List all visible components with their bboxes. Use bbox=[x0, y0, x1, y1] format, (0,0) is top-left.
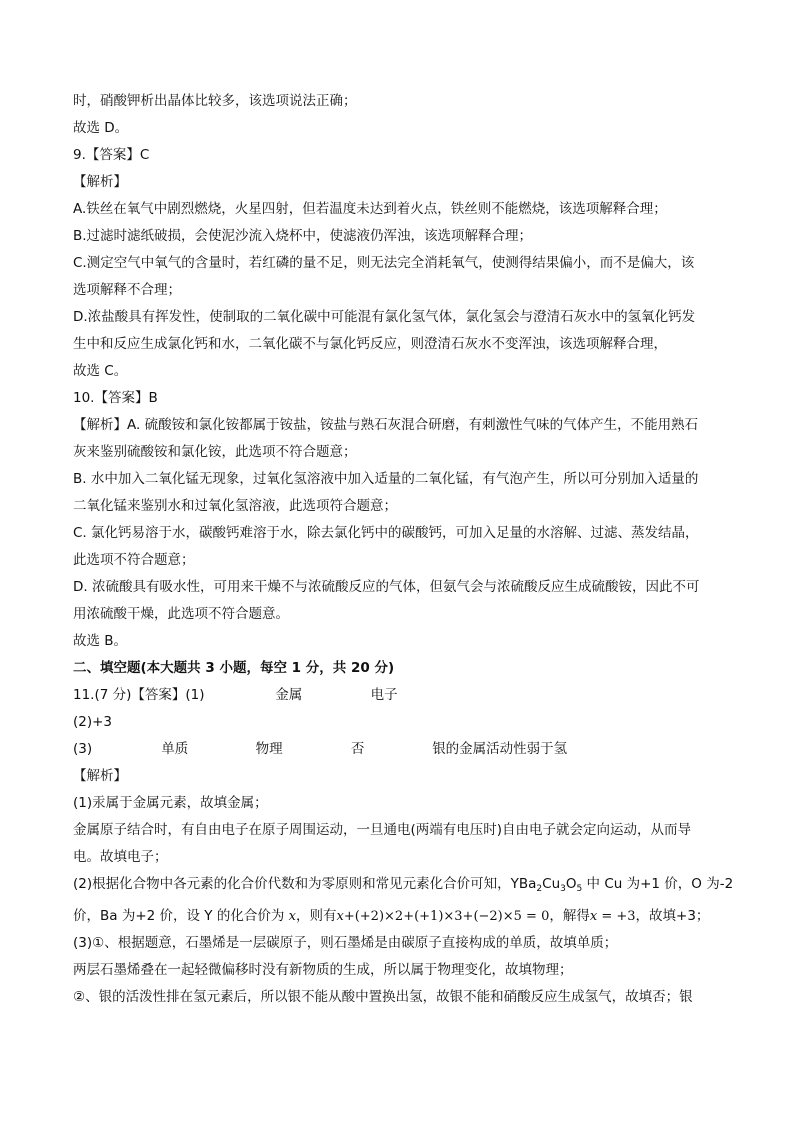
answer-blank: 电子 bbox=[370, 687, 398, 703]
text-segment: Cu bbox=[542, 876, 561, 892]
answer-blank: 单质 bbox=[161, 741, 189, 757]
text-line: (1)汞属于金属元素，故填金属； bbox=[73, 795, 268, 811]
text-line-with-formula bbox=[73, 903, 723, 930]
math-variable: x bbox=[288, 909, 296, 924]
analysis-label: 【解析】 bbox=[73, 174, 127, 190]
equation-solution bbox=[590, 909, 636, 924]
text-line: 两层石墨烯叠在一起轻微偏移时没有新物质的生成，所以属于物理变化，故填物理； bbox=[73, 962, 573, 978]
text-segment: O bbox=[565, 876, 577, 892]
text-line: 故选 D。 bbox=[73, 120, 129, 136]
text-line: 故选 B。 bbox=[73, 633, 128, 649]
subscript: 3 bbox=[560, 884, 566, 894]
text-segment: 价，Ba 为+2 价，设 Y 的化合价为 bbox=[73, 908, 289, 924]
equation-rest: = +3 bbox=[597, 909, 636, 924]
subscript: 2 bbox=[536, 884, 543, 894]
text-line: D. 浓硫酸具有吸水性，可用来干燥不与浓硫酸反应的气体，但氨气会与浓硫酸反应生成硫酸铵，因此不可 bbox=[73, 579, 700, 595]
text-line: 生中和反应生成氯化钙和水，二氧化碳不与氯化钙反应，则澄清石灰水不变浑浊，该选项解释合理， bbox=[73, 336, 667, 352]
text-line: 选项解释不合理； bbox=[73, 282, 181, 298]
document-page bbox=[73, 88, 734, 1011]
question-11-head: 11.(7 分)【答案】(1) bbox=[73, 687, 205, 703]
text-segment: ，解得 bbox=[549, 908, 590, 924]
subscript: 5 bbox=[576, 884, 583, 894]
math-variable: x bbox=[336, 909, 344, 924]
text-line: B.过滤时滤纸破损，会使泥沙流入烧杯中，使滤液仍浑浊，该选项解释合理； bbox=[73, 228, 533, 244]
math-variable: x bbox=[589, 909, 598, 924]
answer-blank: 银的金属活动性弱于氢 bbox=[432, 741, 568, 757]
part-label: (3) bbox=[73, 741, 93, 757]
text-line: 此选项不符合题意； bbox=[73, 552, 195, 568]
answer-blank: 金属 bbox=[275, 687, 303, 703]
section-title: 二、填空题(本大题共 3 小题，每空 1 分，共 20 分) bbox=[73, 660, 395, 676]
text-line: ②、银的活泼性排在氢元素后，所以银不能从酸中置换出氢，故银不能和硝酸反应生成氢气，故填否；银 bbox=[73, 989, 693, 1005]
text-line: D.浓盐酸具有挥发性，使制取的二氧化碳中可能混有氯化氢气体，氯化氢会与澄清石灰水中的氢氧化钙发 bbox=[73, 309, 696, 325]
equation-rest: +(+2)×2+(+1)×3+(−2)×5 = 0 bbox=[343, 909, 550, 924]
analysis-label: 【解析】 bbox=[73, 768, 127, 784]
text-line: 故选 C。 bbox=[73, 363, 128, 379]
answer-blank: 否 bbox=[350, 741, 365, 757]
text-line: 电。故填电子； bbox=[73, 849, 168, 865]
text-line: 二氧化锰来鉴别水和过氧化氢溶液，此选项符合题意； bbox=[73, 498, 397, 514]
text-line: 【解析】A. 硫酸铵和氯化铵都属于铵盐，铵盐与熟石灰混合研磨，有刺激性气味的气体产生，不能用熟石 bbox=[73, 417, 699, 433]
text-segment: (2)根据化合物中各元素的化合价代数和为零原则和常见元素化合价可知，YBa bbox=[73, 876, 537, 892]
text-line: (3)①、根据题意，石墨烯是一层碳原子，则石墨烯是由碳原子直接构成的单质，故填单质； bbox=[73, 935, 618, 951]
text-line: B. 水中加入二氧化锰无现象，过氧化氢溶液中加入适量的二氧化锰，有气泡产生，所以可分别加入适量的 bbox=[73, 471, 699, 487]
question-9-answer: 9.【答案】C bbox=[73, 147, 150, 163]
text-line-with-formula bbox=[73, 871, 734, 903]
text-segment: ，则有 bbox=[295, 908, 337, 924]
text-line: 时，硝酸钾析出晶体比较多，该选项说法正确； bbox=[73, 93, 357, 109]
text-line: C. 氯化钙易溶于水，碳酸钙难溶于水，除去氯化钙中的碳酸钙，可加入足量的水溶解、过滤、蒸发结晶， bbox=[73, 525, 699, 541]
answer-blank: 物理 bbox=[255, 741, 283, 757]
text-line: 用浓硫酸干燥，此选项不符合题意。 bbox=[73, 606, 289, 622]
text-line: A.铁丝在氧气中剧烈燃烧，火星四射，但若温度未达到着火点，铁丝则不能燃烧，该选项解释合理； bbox=[73, 201, 667, 217]
question-11-answer bbox=[73, 682, 723, 709]
text-line: 灰来鉴别硫酸铵和氯化铵，此选项不符合题意； bbox=[73, 444, 357, 460]
text-line: C.测定空气中氧气的含量时，若红磷的量不足，则无法完全消耗氧气，使测得结果偏小，而不是偏大，该 bbox=[73, 255, 695, 271]
equation bbox=[336, 909, 549, 924]
text-segment: ，故填+3； bbox=[635, 908, 710, 924]
text-segment: 中 Cu 为+1 价，O 为-2 bbox=[582, 876, 734, 892]
text-line: 金属原子结合时，有自由电子在原子周围运动，一旦通电(两端有电压时)自由电子就会定向运动，从而导 bbox=[73, 822, 692, 838]
question-11-part-2: (2)+3 bbox=[73, 714, 113, 730]
question-10-answer: 10.【答案】B bbox=[73, 390, 158, 406]
question-11-part-3 bbox=[73, 736, 723, 763]
